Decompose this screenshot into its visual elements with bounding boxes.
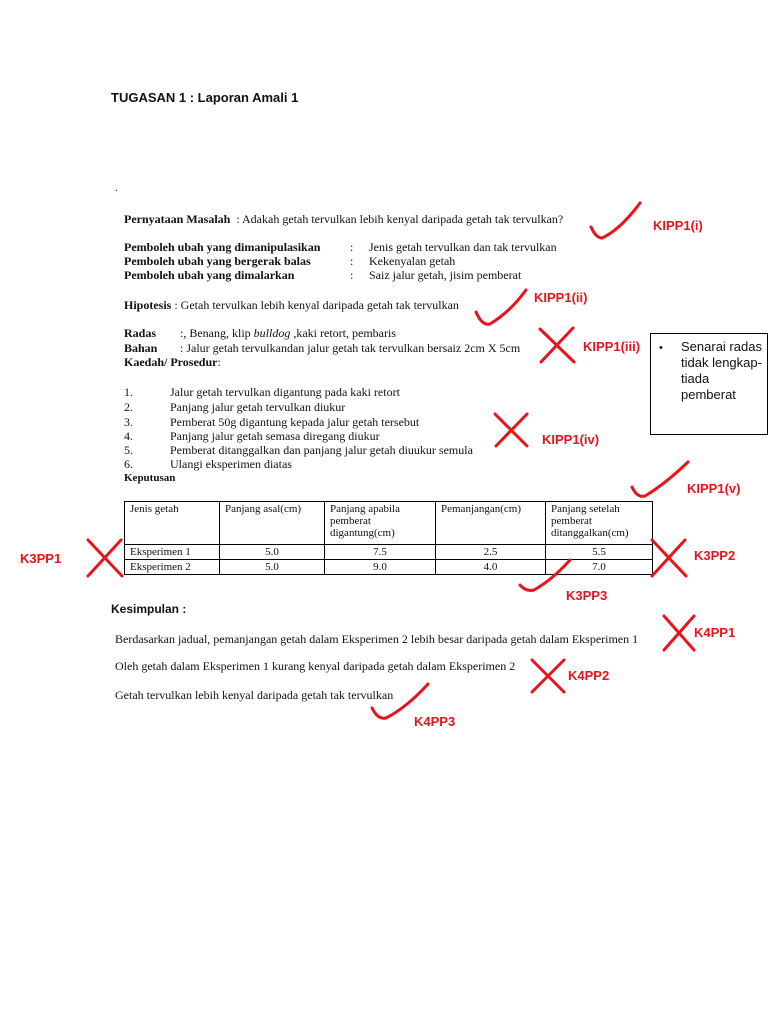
mark-label-k4pp3: K4PP3 — [414, 714, 456, 729]
step-text: Panjang jalur getah tervulkan diukur — [170, 400, 346, 414]
variable-value: Saiz jalur getah, jisim pemberat — [369, 268, 522, 282]
step-text: Panjang jalur getah semasa diregang diukur — [170, 429, 380, 443]
variable-label: Pemboleh ubah yang dimalarkan — [124, 268, 295, 282]
problem-label: Pernyataan Masalah — [124, 212, 231, 226]
cross-mark-icon — [664, 616, 694, 650]
problem-text: : Adakah getah tervulkan lebih kenyal daripada getah tak tervulkan? — [236, 212, 564, 226]
cross-mark-icon — [532, 660, 564, 692]
table-header: Jenis getah — [125, 502, 220, 545]
mark-label-k3pp3: K3PP3 — [566, 588, 608, 603]
step-number: 2. — [124, 400, 133, 414]
mark-label-k3pp1: K3PP1 — [20, 551, 62, 566]
step-number: 1. — [124, 385, 133, 399]
variable-value: Jenis getah tervulkan dan tak tervulkan — [369, 240, 557, 254]
step-number: 5. — [124, 443, 133, 457]
apparatus-label: Radas — [124, 326, 157, 340]
cross-mark-icon — [652, 540, 686, 576]
table-header: Panjang apabila pemberat digantung(cm) — [325, 502, 436, 545]
step-text: Pemberat 50g digantung kepada jalur getah tersebut — [170, 415, 420, 429]
mark-label-k4pp1: K4PP1 — [694, 625, 736, 640]
materials-label: Bahan — [124, 341, 158, 355]
table-cell: 2.5 — [436, 545, 546, 560]
table-cell: 5.0 — [220, 545, 325, 560]
tick-mark-icon — [632, 462, 688, 496]
stray-mark: . — [115, 180, 118, 194]
tick-mark-icon — [520, 560, 570, 590]
mark-label-kipp1-ii: KIPP1(ii) — [534, 290, 588, 305]
table-header: Pemanjangan(cm) — [436, 502, 546, 545]
variable-sep: : — [350, 240, 354, 254]
step-number: 4. — [124, 429, 133, 443]
conclusion-heading: Kesimpulan : — [111, 602, 187, 616]
conclusion-line: Berdasarkan jadual, pemanjangan getah dalam Eksperimen 2 lebih besar daripada getah dalam Eksperimen 1 — [115, 632, 639, 646]
cross-mark-icon — [540, 328, 574, 362]
variable-label: Pemboleh ubah yang bergerak balas — [124, 254, 311, 268]
materials-text: : Jalur getah tervulkandan jalur getah tak tervulkan bersaiz 2cm X 5cm — [180, 341, 521, 355]
table-cell: Eksperimen 2 — [125, 560, 220, 575]
table-header: Panjang setelah pemberat ditanggalkan(cm) — [546, 502, 653, 545]
table-cell: 9.0 — [325, 560, 436, 575]
hypothesis-label: Hipotesis — [124, 298, 172, 312]
step-number: 6. — [124, 457, 133, 471]
mark-label-kipp1-iv: KIPP1(iv) — [542, 432, 600, 447]
table-cell: 7.5 — [325, 545, 436, 560]
conclusion-line: Getah tervulkan lebih kenyal daripada getah tak tervulkan — [115, 688, 394, 702]
step-number: 3. — [124, 415, 133, 429]
tick-mark-icon — [591, 203, 640, 238]
table-cell: 4.0 — [436, 560, 546, 575]
comment-text: Senarai radas tidak lengkap-tiada pemberat — [681, 339, 762, 402]
bullet-icon: • — [659, 342, 663, 354]
mark-label-kipp1-i: KIPP1(i) — [653, 218, 703, 233]
step-text: Jalur getah tervulkan digantung pada kaki retort — [170, 385, 400, 399]
results-heading: Keputusan — [124, 472, 176, 484]
variable-value: Kekenyalan getah — [369, 254, 456, 268]
procedure-heading: Kaedah/ Prosedur: — [124, 355, 221, 369]
mark-label-kipp1-iii: KIPP1(iii) — [583, 339, 641, 354]
variable-sep: : — [350, 254, 354, 268]
cross-mark-icon — [495, 414, 527, 446]
variable-label: Pemboleh ubah yang dimanipulasikan — [124, 240, 321, 254]
cross-mark-icon — [88, 540, 122, 576]
document-title: TUGASAN 1 : Laporan Amali 1 — [111, 90, 299, 105]
table-cell: 7.0 — [546, 560, 653, 575]
table-header: Panjang asal(cm) — [220, 502, 325, 545]
conclusion-line: Oleh getah dalam Eksperimen 1 kurang kenyal daripada getah dalam Eksperimen 2 — [115, 659, 516, 673]
variable-sep: : — [350, 268, 354, 282]
mark-label-k3pp2: K3PP2 — [694, 548, 736, 563]
table-cell: 5.5 — [546, 545, 653, 560]
table-cell: 5.0 — [220, 560, 325, 575]
table-cell: Eksperimen 1 — [125, 545, 220, 560]
tick-mark-icon — [476, 290, 526, 324]
hypothesis-text: : Getah tervulkan lebih kenyal daripada getah tak tervulkan — [171, 298, 459, 312]
apparatus-text: :, Benang, klip bulldog ,kaki retort, pembaris — [180, 326, 396, 340]
step-text: Ulangi eksperimen diatas — [170, 457, 292, 471]
mark-label-k4pp2: K4PP2 — [568, 668, 610, 683]
step-text: Pemberat ditanggalkan dan panjang jalur getah diuukur semula — [170, 443, 473, 457]
mark-label-kipp1-v: KIPP1(v) — [687, 481, 741, 496]
